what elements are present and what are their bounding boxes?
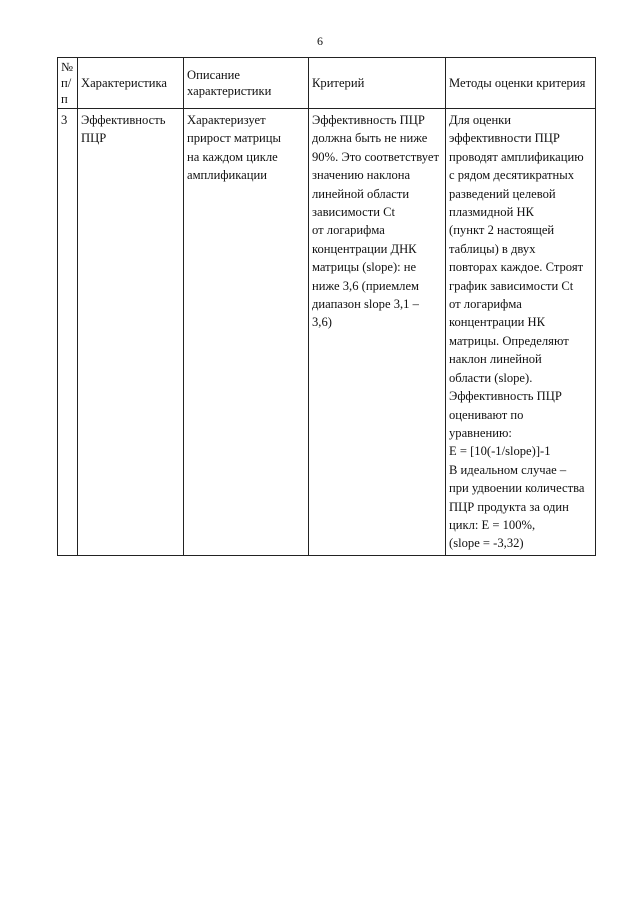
header-methods: Методы оценки критерия — [446, 58, 596, 109]
table-header — [58, 58, 596, 109]
cell-methods: Для оценки эффективности ПЦР проводят амплификацию с рядом десятикратных разведений целевой плазмидной НК (пункт 2 настоящей таблицы) в двух повторах каждое. Строят график зависимости Ct от логарифма концентрации НК матрицы. Определяют наклон линейной области (slope). Эффективность ПЦР оценивают по уравнению: E = [10(-1/slope)]-1 В идеальном случае – при удвоении количества ПЦР продукта за один цикл: E = 100%, (slope = -3,32) — [446, 109, 596, 556]
table-row — [58, 109, 596, 556]
cell-number: 3 — [58, 109, 78, 556]
page-number: 6 — [317, 34, 323, 48]
cell-description: Характеризует прирост матрицы на каждом цикле амплификации — [184, 109, 309, 556]
cell-characteristic: Эффективность ПЦР — [78, 109, 184, 556]
header-characteristic: Характеристика — [78, 58, 184, 109]
header-description: Описание характеристики — [184, 58, 309, 109]
criteria-table — [57, 57, 596, 556]
cell-criterion: Эффективность ПЦР должна быть не ниже 90%. Это соответствует значению наклона линейной области зависимости Ct от логарифма концентрации ДНК матрицы (slope): не ниже 3,6 (приемлем диапазон slope 3,1 – 3,6) — [309, 109, 446, 556]
header-criterion: Критерий — [309, 58, 446, 109]
header-row — [58, 58, 596, 109]
table-body — [58, 109, 596, 556]
header-number: № п/п — [58, 58, 78, 109]
